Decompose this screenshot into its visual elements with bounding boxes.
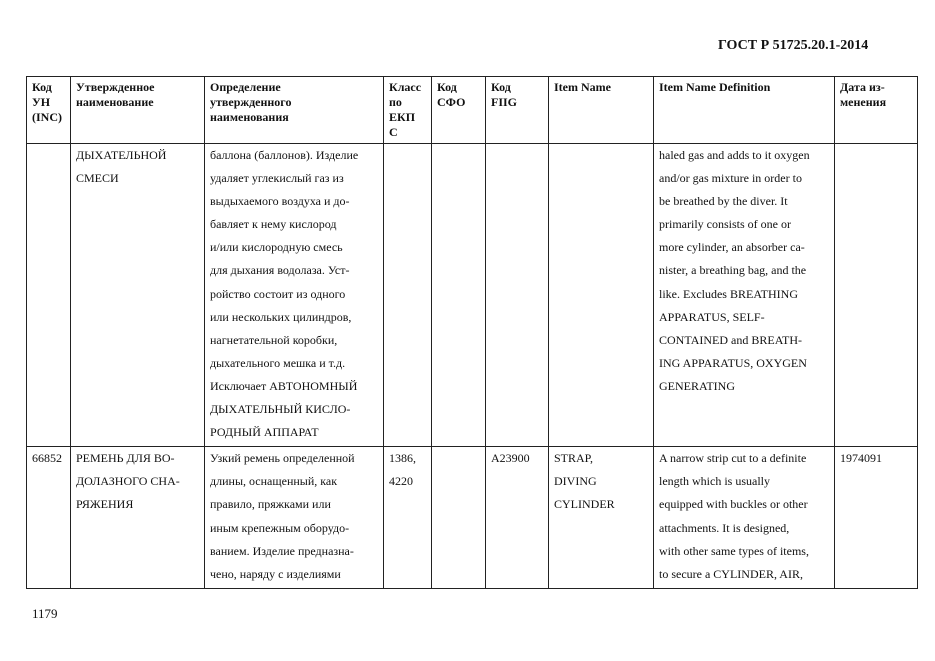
cell-line: Код xyxy=(491,80,511,94)
cell-line: more cylinder, an absorber ca- xyxy=(659,240,805,255)
cell-line: удаляет углекислый газ из xyxy=(210,171,344,186)
cell-line: A23900 xyxy=(491,451,530,466)
cell-fiig-code xyxy=(486,144,549,447)
catalog-table xyxy=(26,76,918,589)
cell-line: Дата из- xyxy=(840,80,885,94)
cell-line: выдыхаемого воздуха и до- xyxy=(210,194,350,209)
cell-line: РЕМЕНЬ ДЛЯ ВО- xyxy=(76,451,175,466)
cell-line: ДЫХАТЕЛЬНОЙ xyxy=(76,148,167,162)
cell-line: иным крепежным оборудо- xyxy=(210,520,350,535)
header-ekps-class xyxy=(384,77,432,144)
cell-line: ДЫХАТЕЛЬНЫЙ КИСЛО- xyxy=(210,402,351,417)
cell-approved-name xyxy=(71,144,205,447)
cell-sfo-code xyxy=(432,144,486,447)
cell-line: правило, пряжками или xyxy=(210,497,331,512)
cell-line: nister, a breathing bag, and the xyxy=(659,263,807,278)
cell-line: Утвержденное xyxy=(76,80,155,94)
cell-change-date xyxy=(835,447,918,589)
cell-change-date xyxy=(835,144,918,447)
cell-line: нагнетательной коробки, xyxy=(210,332,338,347)
cell-line: 4220 xyxy=(389,474,413,489)
cell-line: CYLINDER xyxy=(554,497,615,512)
cell-line: CONTAINED and BREATH- xyxy=(659,332,803,347)
cell-line: GENERATING xyxy=(659,378,735,393)
table-header-row xyxy=(27,77,918,144)
cell-line: be breathed by the diver. It xyxy=(659,194,788,209)
cell-line: С xyxy=(389,125,398,139)
cell-line: haled gas and adds to it oxygen xyxy=(659,148,810,162)
cell-line: Код xyxy=(32,80,52,94)
cell-definition-ru xyxy=(205,144,384,447)
cell-line: ройство состоит из одного xyxy=(210,286,346,301)
header-inc-code xyxy=(27,77,71,144)
header-item-name xyxy=(549,77,654,144)
cell-line: APPARATUS, SELF- xyxy=(659,309,765,324)
cell-line: менения xyxy=(840,95,887,109)
cell-ekps-class xyxy=(384,144,432,447)
table-row xyxy=(27,447,918,589)
cell-sfo-code xyxy=(432,447,486,589)
cell-line: СМЕСИ xyxy=(76,171,119,186)
cell-line: по xyxy=(389,95,402,109)
cell-line: Исключает АВТОНОМНЫЙ xyxy=(210,378,358,393)
cell-ekps-class xyxy=(384,447,432,589)
cell-line: баллона (баллонов). Изделие xyxy=(210,148,359,162)
cell-line: and/or gas mixture in order to xyxy=(659,171,802,186)
cell-line: like. Excludes BREATHING xyxy=(659,286,798,301)
cell-line: primarily consists of one or xyxy=(659,217,791,232)
cell-line: РЯЖЕНИЯ xyxy=(76,497,134,512)
cell-line: Узкий ремень определенной xyxy=(210,451,355,466)
cell-line: Item Name Definition xyxy=(659,80,771,94)
cell-line: для дыхания водолаза. Уст- xyxy=(210,263,350,278)
cell-line: to secure a CYLINDER, AIR, xyxy=(659,566,803,581)
cell-line: чено, наряду с изделиями xyxy=(210,566,341,581)
cell-line: FIIG xyxy=(491,95,518,109)
cell-line: ING APPARATUS, OXYGEN xyxy=(659,355,807,370)
cell-line: наименования xyxy=(210,110,289,124)
cell-line: наименование xyxy=(76,95,154,109)
cell-line: Класс xyxy=(389,80,422,94)
cell-line: 66852 xyxy=(32,451,62,466)
cell-line: дыхательного мешка и т.д. xyxy=(210,355,346,370)
cell-inc-code xyxy=(27,447,71,589)
cell-line: УН xyxy=(32,95,51,109)
table-row xyxy=(27,144,918,447)
cell-line: длины, оснащенный, как xyxy=(210,474,338,489)
cell-line: и/или кислородную смесь xyxy=(210,240,343,255)
cell-line: DIVING xyxy=(554,474,597,489)
cell-line: РОДНЫЙ АППАРАТ xyxy=(210,425,319,440)
header-change-date xyxy=(835,77,918,144)
cell-line: Определение xyxy=(210,80,281,94)
cell-inc-code xyxy=(27,144,71,447)
cell-line: 1386, xyxy=(389,451,416,466)
cell-line: STRAP, xyxy=(554,451,594,466)
header-item-name-definition xyxy=(654,77,835,144)
cell-item-definition xyxy=(654,447,835,589)
cell-line: Item Name xyxy=(554,80,611,94)
header-sfo-code xyxy=(432,77,486,144)
cell-line: ЕКП xyxy=(389,110,416,124)
cell-line: Код xyxy=(437,80,457,94)
cell-line: with other same types of items, xyxy=(659,543,809,558)
document-code: ГОСТ Р 51725.20.1-2014 xyxy=(718,38,869,53)
cell-line: или нескольких цилиндров, xyxy=(210,309,352,324)
cell-line: length which is usually xyxy=(659,474,770,489)
cell-line: ДОЛАЗНОГО СНА- xyxy=(76,474,180,489)
cell-item-definition xyxy=(654,144,835,447)
cell-item-name xyxy=(549,144,654,447)
cell-line: equipped with buckles or other xyxy=(659,497,808,512)
cell-line: бавляет к нему кислород xyxy=(210,217,337,232)
cell-line: (INC) xyxy=(32,110,62,124)
cell-fiig-code xyxy=(486,447,549,589)
header-approved-name xyxy=(71,77,205,144)
cell-line: утвержденного xyxy=(210,95,292,109)
cell-definition-ru xyxy=(205,447,384,589)
cell-line: A narrow strip cut to a definite xyxy=(659,451,807,466)
cell-line: 1974091 xyxy=(840,451,882,466)
cell-line: attachments. It is designed, xyxy=(659,520,790,535)
header-fiig-code xyxy=(486,77,549,144)
cell-line: СФО xyxy=(437,95,466,109)
header-name-definition-ru xyxy=(205,77,384,144)
cell-line: ванием. Изделие предназна- xyxy=(210,543,354,558)
page-number: 1179 xyxy=(32,606,58,621)
cell-item-name xyxy=(549,447,654,589)
cell-approved-name xyxy=(71,447,205,589)
